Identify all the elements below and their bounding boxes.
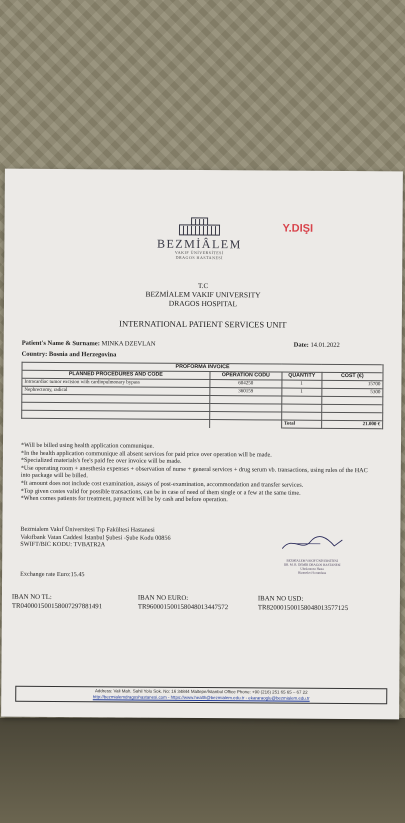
iban-label: IBAN NO TL: bbox=[11, 593, 52, 601]
patient-name: MINKA DZEVLAN bbox=[101, 340, 156, 348]
logo-sub-hospital: DRAGOS HASTANESİ bbox=[175, 254, 223, 261]
logo-sub-university: VAKIF ÜNİVERSİTESİ bbox=[174, 249, 224, 256]
table-surface bbox=[0, 718, 405, 823]
column-header: OPERATION CODU bbox=[210, 372, 282, 381]
country-label: Country: bbox=[21, 350, 48, 358]
patient-label: Patient's Name & Surname: bbox=[21, 339, 100, 348]
note-item: *Use operating room + anesthesia expenses + observation of nurse + general services + drug serum vb. transactions, using rules of the HAC into package will be billed. bbox=[20, 464, 368, 480]
column-header: QUANTITY bbox=[282, 372, 322, 380]
footer-address-box bbox=[15, 686, 387, 705]
date-label: Date: bbox=[293, 341, 309, 349]
hospital-logo bbox=[154, 215, 244, 261]
note-item: *In the health application communique all absent services for paid price over operation will be made. bbox=[20, 449, 272, 459]
exchange-rate: Exchange rate Euro:15.45 bbox=[20, 570, 85, 579]
quantity-cell: 1 bbox=[282, 388, 322, 396]
total-row bbox=[22, 418, 383, 429]
footer-links: http://bezmialemdragoshastanesi.com - https://www.health@bezmialem.edu.tr - ekararaoglu@bezmialem.edu.tr bbox=[92, 694, 310, 701]
tc-heading: T.C bbox=[197, 281, 209, 291]
iban-value: TR820001500158048013577125 bbox=[257, 604, 349, 613]
stamp-line: DR. M. B. DEMİR DRAGOS HASTANESİ bbox=[283, 562, 341, 567]
invoice-title: PROFORMA INVOICE bbox=[22, 362, 383, 373]
total-value: 21.000 € bbox=[321, 420, 382, 428]
logo-name: BEZMİÂLEM bbox=[156, 236, 242, 252]
iban-usd bbox=[258, 594, 348, 613]
bank-info bbox=[20, 526, 170, 550]
bank-branch: Vakıfbank Vatan Caddesi İstanbul Şubesi -Şube Kodu 00856 bbox=[20, 533, 171, 542]
procedure-cell: Intracardiac tumor excision with cardiopulmonary bypass bbox=[22, 378, 210, 387]
date-value: 14.01.2022 bbox=[310, 341, 340, 349]
footer-address: Address: Vali Mah. Sahil Yolu Sok. No: 16 34844 Maltepe/İstanbul Office Phone: +90 (216) 251 65 65 – 67 22 bbox=[94, 688, 308, 695]
cost-cell: 15700 bbox=[322, 380, 383, 388]
proforma-table bbox=[21, 362, 383, 430]
iban-label: IBAN NO EURO: bbox=[137, 594, 189, 602]
hospital-heading: DRAGOS HOSPITAL bbox=[168, 298, 238, 309]
university-heading: BEZMİALEM VAKIF UNIVERSITY bbox=[145, 289, 261, 300]
country-line bbox=[22, 351, 117, 359]
building-icon bbox=[177, 215, 221, 237]
bank-account-holder: Bezmialem Vakıf Üniversitesi Tıp Fakültesi Hastanesi bbox=[20, 525, 155, 534]
swift-code: SWIFT/BIC KODU: TVBATR2A bbox=[20, 540, 106, 549]
unit-heading: INTERNATIONAL PATIENT SERVICES UNIT bbox=[119, 318, 287, 330]
signature-icon bbox=[272, 533, 352, 554]
iban-tl bbox=[12, 593, 102, 612]
total-label: Total bbox=[282, 420, 322, 428]
note-item: *When comes patients for treatment, payment will be by cash and before operation. bbox=[20, 494, 228, 504]
stamp-line: Uluslararası Hasta bbox=[300, 566, 324, 571]
stamp-line: BEZMİALEM VAKIF ÜNİVERSİTESİ bbox=[286, 558, 338, 563]
code-cell: 604250 bbox=[210, 380, 282, 389]
proforma-document bbox=[1, 169, 403, 720]
overseas-stamp: Y.DIŞI bbox=[282, 222, 314, 235]
note-item: *It amount does not include cost examination, assays of post-examination, accommondation and transfer services. bbox=[20, 479, 304, 489]
note-item: *Will be billed using health application communique. bbox=[20, 441, 154, 450]
note-item: *Specialized materials's fee's paid fee over invoice will be made. bbox=[20, 456, 182, 466]
iban-label: IBAN NO USD: bbox=[257, 595, 304, 603]
column-header: PLANNED PROCEDURES AND CODE bbox=[22, 370, 210, 379]
iban-value: TR960001500158048013447572 bbox=[137, 603, 229, 612]
cost-cell: 5300 bbox=[321, 388, 382, 396]
patient-name-line bbox=[22, 340, 156, 348]
date-line bbox=[294, 342, 340, 349]
stamp-line: Hizmetleri Sorumlusu bbox=[297, 570, 327, 575]
invoice-notes bbox=[21, 442, 371, 505]
code-cell: 360159 bbox=[210, 388, 282, 397]
country-value: Bosnia and Herzegovina bbox=[48, 350, 117, 359]
quantity-cell: 1 bbox=[282, 380, 322, 388]
column-header: COST (€) bbox=[322, 372, 383, 380]
iban-euro bbox=[138, 594, 228, 613]
note-item: *Top given costes valid for possible transactions, can be in case of need of them single or a few at the same time. bbox=[20, 487, 301, 497]
iban-value: TR040001500158007297881491 bbox=[11, 602, 103, 611]
procedure-cell: Nephrectomy, radical bbox=[22, 386, 210, 395]
signature-stamp bbox=[272, 533, 352, 582]
